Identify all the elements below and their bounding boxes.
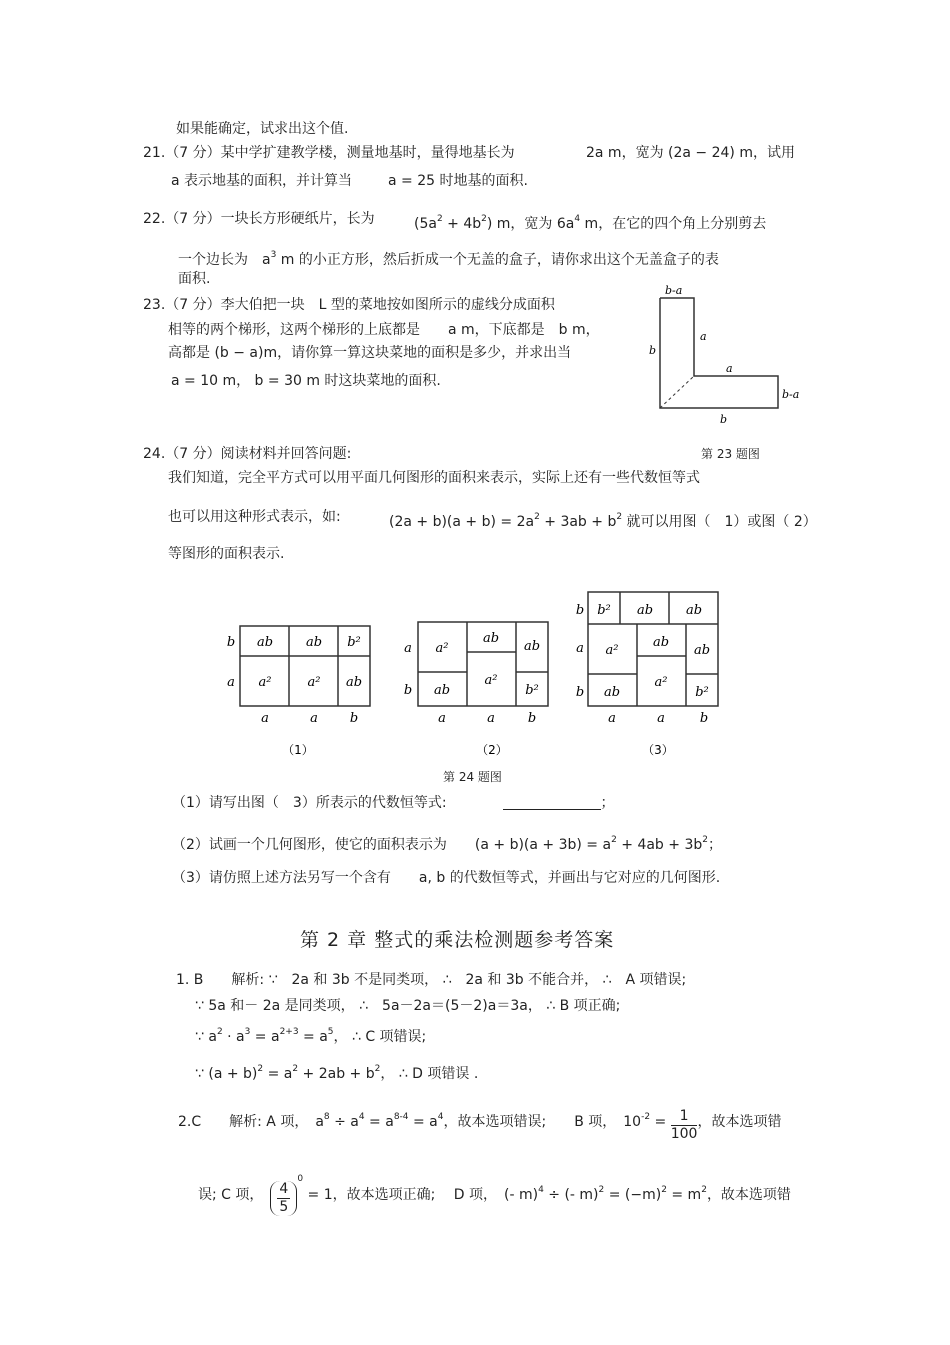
fig1-bottom-b: b: [349, 711, 359, 726]
answer-1-line2: ∵ 5a 和－ 2a 是同类项， ∴ 5a－2a＝(5－2)a＝3a， ∴ B 项正确;: [195, 998, 621, 1014]
fig23-label-inner-v: a: [700, 330, 707, 343]
fig1-cell-ab: ab: [256, 635, 274, 650]
fig1-cell-ab: ab: [305, 635, 323, 650]
q24-line3-math: $(2a + b)(a + b) = 2a^2 + 3ab + b^2$ 就可以用图（ 1）或图（ 2）: [389, 512, 817, 530]
q23-line4: a = 10 m， b = 30 m 时这块菜地的面积.: [171, 373, 441, 389]
dashed-divider: [660, 376, 694, 408]
fig2-side-b: b: [403, 683, 413, 698]
fig1-cell-b2: b²: [347, 635, 361, 650]
fig2-bottom-a: a: [438, 711, 446, 726]
fig24-label-2: （2）: [476, 743, 508, 757]
fig3-cell-a2: a²: [605, 643, 619, 658]
q21-line1: 21.（7 分）某中学扩建教学楼，测量地基时，量得地基长为: [143, 145, 515, 161]
q22-line3: 面积.: [178, 271, 211, 287]
q21-line1-math: 2a m，宽为 (2a − 24) m，试用: [586, 145, 795, 161]
fig1-side-b: b: [226, 635, 236, 650]
q24-line2: 我们知道，完全平方式可以用平面几何图形的面积来表示，实际上还有一些代数恒等式: [168, 470, 700, 486]
q23-line3: 高都是 (b − a)m，请你算一算这块菜地的面积是多少，并求出当: [168, 345, 572, 361]
fig2-cell-a2: a²: [484, 673, 498, 688]
q24-line4: 等图形的面积表示.: [168, 546, 285, 562]
fig24-label-3: （3）: [642, 743, 674, 757]
fraction-4-over-5: $\frac{4}{5}$: [270, 1181, 297, 1216]
fig2-cell-a2: a²: [435, 641, 449, 656]
answer-2-line1: 2.C 解析: A 项， $a^8 \div a^4 = a^{8-4} = a^4$，故本选项错误; B 项， $10^{-2}$ = $\frac{1}{100}$ ，故本选项错: [178, 1108, 782, 1142]
fig2-bottom-b: b: [527, 711, 537, 726]
figure-23: [640, 282, 820, 428]
answer-1-line4: ∵ $(a + b)^2 = a^2 + 2ab + b^2$， ∴ D 项错误 .: [195, 1064, 479, 1082]
fig2-side-a: a: [404, 641, 412, 656]
q22-line2: 一个边长为 $a^3$ m 的小正方形，然后折成一个无盖的盒子，请你求出这个无盖盒子的表: [178, 250, 719, 268]
fig3-bottom-b: b: [699, 711, 709, 726]
fig3-cell-a2: a²: [654, 675, 668, 690]
sub-question-2: （2）试画一个几何图形，使它的面积表示为 $(a + b)(a + 3b) = a^2 + 4ab + 3b^2$；: [172, 835, 722, 853]
q23-line1: 23.（7 分）李大伯把一块 L 型的菜地按如图所示的虚线分成面积: [143, 297, 555, 313]
answer-section-title: 第 2 章 整式的乘法检测题参考答案: [300, 929, 615, 951]
fig2-cell-ab: ab: [433, 683, 451, 698]
fig1-cell-ab: ab: [345, 675, 363, 690]
answer-2-line2: 误; C 项， $\frac{4}{5}$ $^0$ = 1，故本选项正确; D 项， (- m)$^4$ ÷ (- $m)^2 = (-m)^2 = m^2$，故本选项错: [198, 1174, 791, 1215]
answer-1-line1: 1. B 解析: ∵ 2a 和 3b 不是同类项， ∴ 2a 和 3b 不能合并， ∴ A 项错误;: [176, 972, 687, 988]
fig23-caption: 第 23 题图: [701, 447, 760, 461]
fig3-cell-b2: b²: [597, 603, 611, 618]
sub-question-3: （3）请仿照上述方法另写一个含有 a, b 的代数恒等式，并画出与它对应的几何图形.: [172, 870, 721, 886]
fig3-side-b: b: [575, 603, 585, 618]
fig3-side-b: b: [575, 685, 585, 700]
carryover-line: 如果能确定，试求出这个值.: [176, 121, 349, 137]
fig1-bottom-a: a: [261, 711, 269, 726]
fig1-side-a: a: [227, 675, 235, 690]
fraction-1-over-100: $\frac{1}{100}$: [670, 1108, 698, 1142]
q21-line2-math: a = 25 时地基的面积.: [388, 173, 528, 189]
q21-line2: a 表示地基的面积，并计算当: [171, 173, 353, 189]
answer-1-line3: ∵ $a^2 \cdot a^3 = a^{2+3} = a^5$， ∴ C 项错误;: [195, 1027, 427, 1045]
answer-blank[interactable]: [503, 795, 601, 810]
fig3-cell-ab: ab: [636, 603, 654, 618]
fig24-label-1: （1）: [282, 743, 314, 757]
fig3-cell-ab: ab: [685, 603, 703, 618]
figure-24: [220, 588, 740, 764]
fig3-bottom-a: a: [657, 711, 665, 726]
fig1-bottom-a: a: [310, 711, 318, 726]
fig2-bottom-a: a: [487, 711, 495, 726]
fig24-caption: 第 24 题图: [443, 770, 502, 784]
q22-line1: 22.（7 分）一块长方形硬纸片，长为: [143, 211, 375, 227]
fig3-cell-ab: ab: [652, 635, 670, 650]
fig2-cell-ab: ab: [523, 639, 541, 654]
fig23-label-bottom: b: [720, 413, 728, 426]
fig3-side-a: a: [576, 641, 584, 656]
fig3-bottom-a: a: [608, 711, 616, 726]
sub-question-1: （1）请写出图（ 3）所表示的代数恒等式: ；: [172, 795, 615, 811]
fig2-cell-b2: b²: [525, 683, 539, 698]
fig3-cell-b2: b²: [695, 685, 709, 700]
q23-line2: 相等的两个梯形，这两个梯形的上底都是 a m，下底都是 b m，: [168, 322, 600, 338]
fig23-label-top: b-a: [665, 284, 683, 297]
q24-line1: 24.（7 分）阅读材料并回答问题:: [143, 446, 352, 462]
fig3-cell-ab: ab: [603, 685, 621, 700]
fig23-label-inner-h: a: [726, 362, 733, 375]
fig1-cell-a2: a²: [258, 675, 272, 690]
fig3-cell-ab: ab: [693, 643, 711, 658]
q24-line3: 也可以用这种形式表示，如:: [168, 509, 341, 525]
fig23-label-right: b-a: [782, 388, 800, 401]
fig1-cell-a2: a²: [307, 675, 321, 690]
fig2-cell-ab: ab: [482, 631, 500, 646]
q22-line1-math: $(5a^2 + 4b^2)$ m，宽为 $6a^4$ m，在它的四个角上分别剪去: [414, 214, 767, 232]
fig23-label-left: b: [649, 344, 657, 357]
